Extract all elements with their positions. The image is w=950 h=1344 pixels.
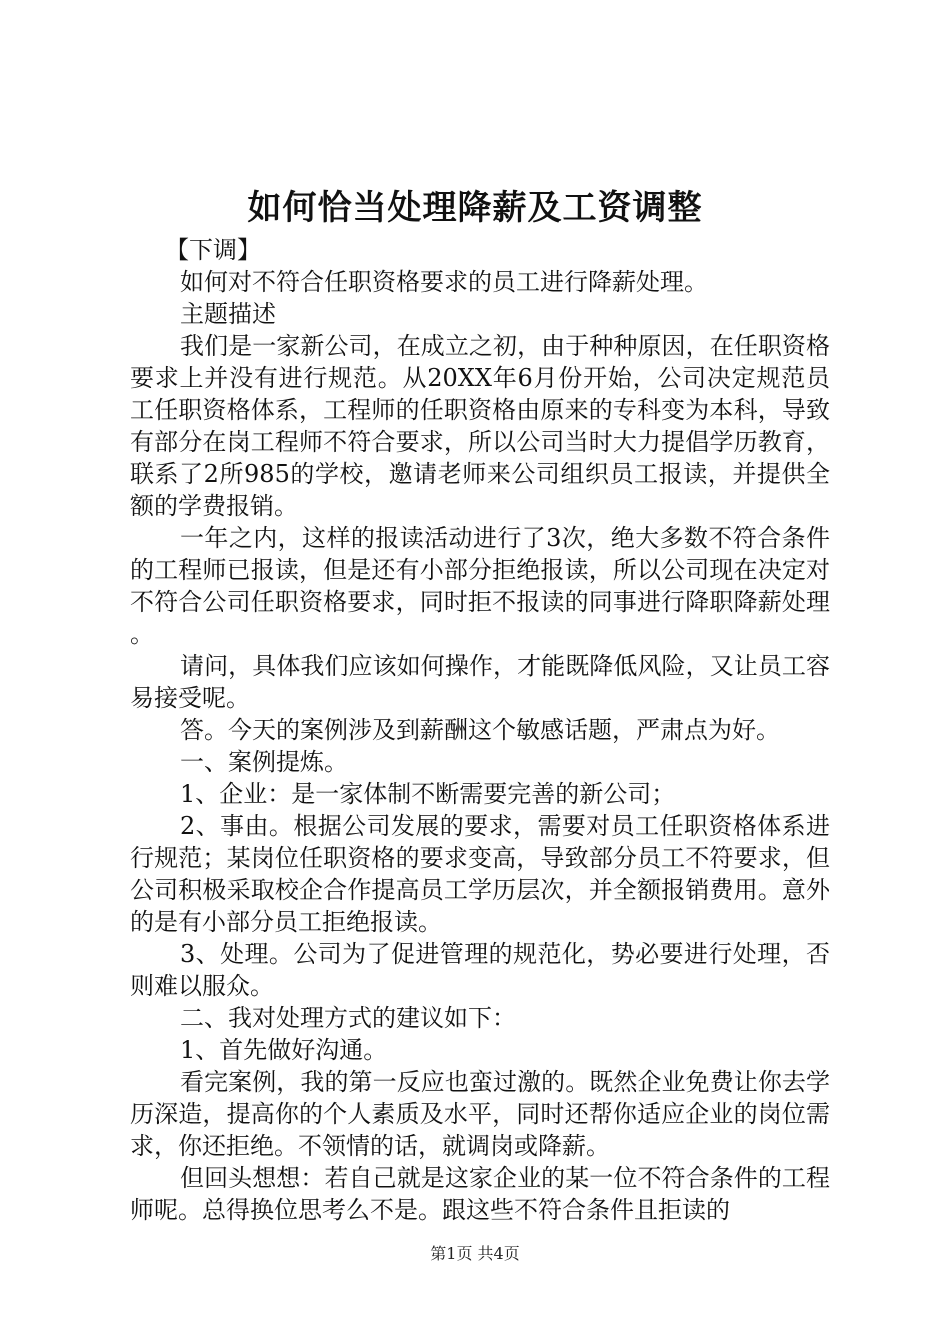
- document-title: 如何恰当处理降薪及工资调整: [247, 188, 703, 228]
- paragraph-1: 【下调】: [165, 236, 261, 264]
- paragraph-13: 1、首先做好沟通。: [180, 1036, 388, 1064]
- paragraph-15: 但回头想想：若自己就是这家企业的某一位不符合条件的工程师呢。总得换位思考么不是。跟这些不符合条件且拒读的: [130, 1164, 830, 1224]
- paragraph-6: 请问，具体我们应该如何操作，才能既降低风险，又让员工容易接受呢。: [130, 652, 830, 712]
- paragraph-7: 答。今天的案例涉及到薪酬这个敏感话题，严肃点为好。: [180, 716, 780, 744]
- paragraph-9: 1、企业：是一家体制不断需要完善的新公司；: [180, 780, 676, 808]
- paragraph-14: 看完案例，我的第一反应也蛮过激的。既然企业免费让你去学历深造，提高你的个人素质及水平，同时还帮你适应企业的岗位需求，你还拒绝。不领情的话，就调岗或降薪。: [130, 1068, 830, 1160]
- page-footer: 第1页 共4页: [430, 1244, 520, 1263]
- paragraph-11: 3、处理。公司为了促进管理的规范化，势必要进行处理，否则难以服众。: [130, 940, 830, 1000]
- paragraph-10: 2、事由。根据公司发展的要求，需要对员工任职资格体系进行规范；某岗位任职资格的要求变高，导致部分员工不符要求，但公司积极采取校企合作提高员工学历层次，并全额报销费用。意外的是有小部分员工拒绝报读。: [130, 812, 830, 936]
- paragraph-4: 我们是一家新公司，在成立之初，由于种种原因，在任职资格要求上并没有进行规范。从20XX年6月份开始，公司决定规范员工任职资格体系，工程师的任职资格由原来的专科变为本科，导致有部分在岗工程师不符合要求，所以公司当时大力提倡学历教育，联系了2所985的学校，邀请老师来公司组织员工报读，并提供全额的学费报销。: [130, 332, 830, 520]
- paragraph-3: 主题描述: [180, 300, 276, 328]
- paragraph-12: 二、我对处理方式的建议如下：: [180, 1004, 516, 1032]
- paragraph-8: 一、案例提炼。: [180, 748, 348, 776]
- paragraph-2: 如何对不符合任职资格要求的员工进行降薪处理。: [180, 268, 708, 296]
- document-body: [130, 234, 830, 1226]
- paragraph-5: 一年之内，这样的报读活动进行了3次，绝大多数不符合条件的工程师已报读，但是还有小部分拒绝报读，所以公司现在决定对不符合公司任职资格要求，同时拒不报读的同事进行降职降薪处理。: [130, 524, 830, 648]
